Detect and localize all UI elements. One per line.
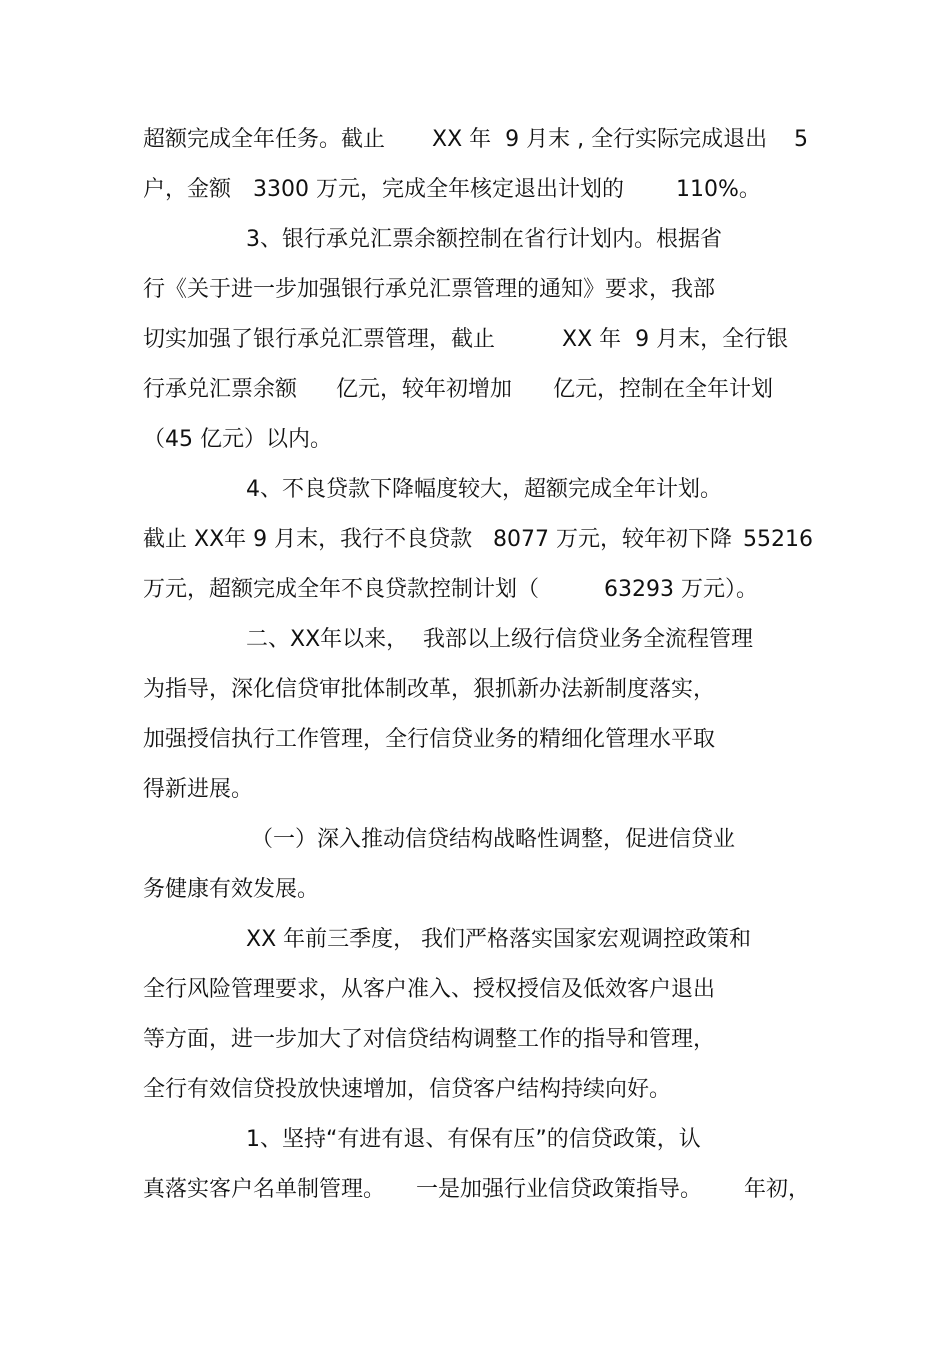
text-line (0, 1020, 950, 1060)
text-segment: 5 (794, 127, 808, 152)
text-segment: 我们严格落实国家宏观调控政策和 (421, 927, 752, 952)
text-line (0, 120, 950, 160)
text-segment: XX 年 9 月末，全行银 (562, 327, 789, 352)
text-segment: 4、不良贷款下降幅度较大，超额完成全年计划。 (246, 477, 722, 502)
text-line (0, 420, 950, 460)
text-segment: 55216 (743, 527, 813, 552)
text-segment: 全行风险管理要求，从客户准入、授权授信及低效客户退出 (143, 977, 716, 1002)
text-segment: （45 亿元）以内。 (143, 427, 332, 452)
text-segment: XX 年前三季度， (246, 927, 416, 952)
text-segment: 行承兑汇票余额 (143, 377, 298, 402)
text-line (0, 620, 950, 660)
text-segment: 真落实客户名单制管理。 (143, 1177, 386, 1202)
text-segment: 行《关于进一步加强银行承兑汇票管理的通知》要求，我部 (143, 277, 716, 302)
text-line (0, 270, 950, 310)
text-segment: 户，金额 (143, 177, 232, 202)
text-segment: 1、坚持“有进有退、有保有压”的信贷政策，认 (246, 1127, 701, 1152)
text-line (0, 220, 950, 260)
text-segment: XX 年 9 月末 , 全行实际完成退出 (432, 127, 768, 152)
text-segment: 亿元，较年初增加 (336, 377, 513, 402)
text-line (0, 1170, 950, 1210)
text-segment: 一是加强行业信贷政策指导。 (416, 1177, 703, 1202)
text-segment: 110%。 (676, 177, 761, 202)
text-line (0, 920, 950, 960)
text-segment: 超额完成全年任务。截止 (143, 127, 386, 152)
text-segment: 63293 万元）。 (604, 577, 758, 602)
text-line (0, 470, 950, 510)
text-segment: 亿元，控制在全年计划 (553, 377, 774, 402)
text-segment: 得新进展。 (143, 777, 254, 802)
text-line (0, 820, 950, 860)
text-segment: 年初， (744, 1177, 811, 1202)
text-line (0, 970, 950, 1010)
text-line (0, 520, 950, 560)
text-line (0, 870, 950, 910)
text-segment: 3、银行承兑汇票余额控制在省行计划内。根据省 (246, 227, 722, 252)
text-line (0, 1070, 950, 1110)
text-segment: 全行有效信贷投放快速增加，信贷客户结构持续向好。 (143, 1077, 672, 1102)
text-segment: （一）深入推动信贷结构战略性调整，促进信贷业 (251, 827, 736, 852)
text-segment: 切实加强了银行承兑汇票管理，截止 (143, 327, 496, 352)
text-segment: 二、XX年以来， (246, 627, 409, 652)
text-segment: 截止 XX年 9 月末，我行不良贷款 (143, 527, 473, 552)
text-line (0, 570, 950, 610)
text-line (0, 320, 950, 360)
text-line (0, 1120, 950, 1160)
text-segment: 8077 万元，较年初下降 (493, 527, 732, 552)
text-segment: 务健康有效发展。 (143, 877, 320, 902)
text-line (0, 170, 950, 210)
text-segment: 我部以上级行信贷业务全流程管理 (423, 627, 754, 652)
text-segment: 万元，超额完成全年不良贷款控制计划（ (143, 577, 540, 602)
text-segment: 等方面，进一步加大了对信贷结构调整工作的指导和管理， (143, 1027, 716, 1052)
text-line (0, 720, 950, 760)
text-segment: 加强授信执行工作管理，全行信贷业务的精细化管理水平取 (143, 727, 716, 752)
text-line (0, 370, 950, 410)
text-segment: 3300 万元，完成全年核定退出计划的 (253, 177, 624, 202)
text-segment: 为指导，深化信贷审批体制改革，狠抓新办法新制度落实， (143, 677, 716, 702)
text-line (0, 770, 950, 810)
text-line (0, 670, 950, 710)
